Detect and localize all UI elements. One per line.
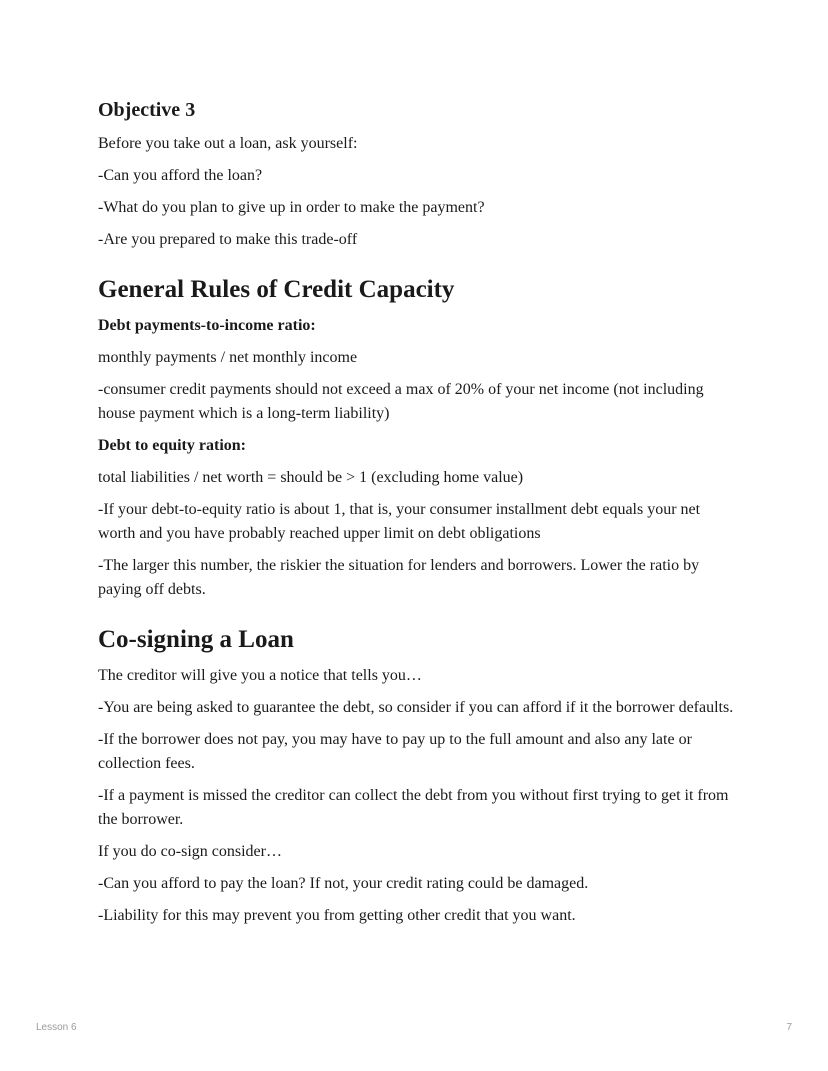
objective-heading: Objective 3 bbox=[98, 99, 196, 121]
cosigning-line: -Can you afford to pay the loan? If not, your credit rating could be damaged. bbox=[98, 875, 589, 892]
dti-label: Debt payments-to-income ratio: bbox=[98, 317, 316, 334]
dte-line: total liabilities / net worth = should be > 1 (excluding home value) bbox=[98, 469, 524, 486]
cosigning-heading: Co-signing a Loan bbox=[98, 626, 294, 653]
footer-page-number: 7 bbox=[786, 1022, 792, 1033]
dti-line: -consumer credit payments should not exceed a max of 20% of your net income (not including house payment which is a long-term liability) bbox=[98, 381, 704, 422]
cosigning-line: -Liability for this may prevent you from getting other credit that you want. bbox=[98, 907, 576, 924]
objective-line: -Can you afford the loan? bbox=[98, 167, 263, 184]
objective-line: -What do you plan to give up in order to make the payment? bbox=[98, 199, 485, 216]
dte-line: -If your debt-to-equity ratio is about 1, that is, your consumer installment debt equals your net worth and you have probably reached upper limit on debt obligations bbox=[98, 501, 701, 542]
footer-lesson-label: Lesson 6 bbox=[36, 1022, 77, 1033]
dti-line: monthly payments / net monthly income bbox=[98, 349, 358, 366]
objective-line: Before you take out a loan, ask yourself: bbox=[98, 135, 358, 152]
cosigning-line: -If the borrower does not pay, you may have to pay up to the full amount and also any late or collection fees. bbox=[98, 731, 692, 772]
cosigning-line: If you do co-sign consider… bbox=[98, 843, 282, 860]
cosigning-line: The creditor will give you a notice that tells you… bbox=[98, 667, 422, 684]
objective-line: -Are you prepared to make this trade-off bbox=[98, 231, 358, 248]
dte-label: Debt to equity ration: bbox=[98, 437, 246, 454]
cosigning-line: -You are being asked to guarantee the debt, so consider if you can afford if it the borrower defaults. bbox=[98, 699, 734, 716]
document-page bbox=[98, 96, 738, 936]
cosigning-line: -If a payment is missed the creditor can collect the debt from you without first trying to get it from the borrower. bbox=[98, 787, 729, 828]
credit-capacity-heading: General Rules of Credit Capacity bbox=[98, 276, 455, 303]
dte-line: -The larger this number, the riskier the situation for lenders and borrowers. Lower the ratio by paying off debts. bbox=[98, 557, 700, 598]
